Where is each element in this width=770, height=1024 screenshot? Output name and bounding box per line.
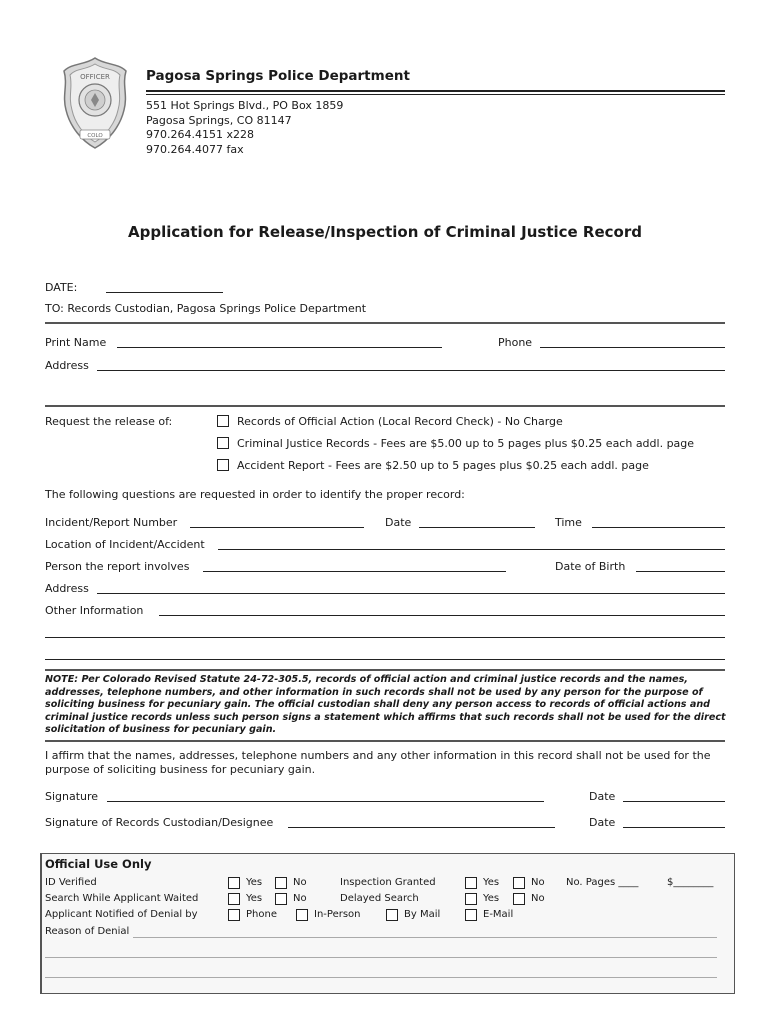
person-address-field[interactable]	[97, 593, 725, 594]
reason-denial-field-2[interactable]	[45, 957, 717, 958]
search-waited-no-label: No	[293, 893, 307, 904]
section-divider-3	[45, 669, 725, 671]
location-field[interactable]	[218, 549, 725, 550]
id-verified-no-checkbox[interactable]	[275, 877, 287, 889]
person-involved-label: Person the report involves	[45, 560, 190, 573]
form-title: Application for Release/Inspection of Criminal Justice Record	[128, 223, 642, 241]
fee-amount-label: $________	[667, 877, 714, 888]
other-info-field-3[interactable]	[45, 659, 725, 660]
section-divider-2	[45, 405, 725, 407]
inspection-granted-yes-label: Yes	[483, 877, 500, 888]
custodian-signature-field[interactable]	[288, 827, 555, 828]
inspection-granted-label: Inspection Granted	[340, 877, 436, 888]
department-address	[146, 99, 343, 157]
header-rule-thin	[146, 94, 725, 95]
address-line-2: Pagosa Springs, CO 81147	[146, 113, 292, 127]
id-verified-no-label: No	[293, 877, 307, 888]
phone-field[interactable]	[540, 347, 725, 348]
signature-field[interactable]	[107, 801, 544, 802]
delayed-search-yes-label: Yes	[483, 893, 500, 904]
incident-date-field[interactable]	[419, 527, 535, 528]
police-badge-logo	[60, 55, 130, 151]
delayed-search-yes-checkbox[interactable]	[465, 893, 477, 905]
checkbox-criminal-justice-records[interactable]	[217, 437, 229, 449]
reason-denial-field-1[interactable]	[133, 937, 717, 938]
delayed-search-no-checkbox[interactable]	[513, 893, 525, 905]
header-rule-thick	[146, 90, 725, 92]
signature-date-label: Date	[589, 790, 616, 803]
incident-number-label: Incident/Report Number	[45, 516, 178, 529]
checkbox-accident-report[interactable]	[217, 459, 229, 471]
search-waited-yes-label: Yes	[246, 893, 263, 904]
address-field[interactable]	[97, 370, 725, 371]
search-waited-yes-checkbox[interactable]	[228, 893, 240, 905]
section-divider-4	[45, 740, 725, 742]
signature-label: Signature	[45, 790, 99, 803]
incident-time-label: Time	[555, 516, 582, 529]
id-verified-yes-label: Yes	[246, 877, 263, 888]
no-pages-label: No. Pages ____	[566, 877, 639, 888]
option-accident-report: Accident Report - Fees are $2.50 up to 5 pages plus $0.25 each addl. page	[237, 459, 649, 472]
official-use-box	[40, 853, 735, 994]
denial-in-person-label: In-Person	[314, 909, 361, 920]
to-line: TO: Records Custodian, Pagosa Springs Police Department	[45, 302, 367, 315]
option-criminal-justice-records: Criminal Justice Records - Fees are $5.00 up to 5 pages plus $0.25 each addl. page	[237, 437, 695, 450]
person-involved-field[interactable]	[203, 571, 506, 572]
location-label: Location of Incident/Accident	[45, 538, 205, 551]
address-label: Address	[45, 359, 89, 372]
inspection-granted-no-label: No	[531, 877, 545, 888]
incident-time-field[interactable]	[592, 527, 725, 528]
badge-top-text: OFFICER	[80, 73, 110, 81]
date-label: DATE:	[45, 281, 78, 294]
signature-date-field[interactable]	[623, 801, 725, 802]
date-field[interactable]	[106, 292, 223, 293]
custodian-signature-label: Signature of Records Custodian/Designee	[45, 816, 274, 829]
denial-phone-label: Phone	[246, 909, 277, 920]
custodian-date-label: Date	[589, 816, 616, 829]
search-waited-no-checkbox[interactable]	[275, 893, 287, 905]
id-verified-yes-checkbox[interactable]	[228, 877, 240, 889]
other-info-field-1[interactable]	[159, 615, 725, 616]
delayed-search-no-label: No	[531, 893, 545, 904]
denial-by-mail-label: By Mail	[404, 909, 441, 920]
official-use-title: Official Use Only	[45, 857, 152, 871]
custodian-date-field[interactable]	[623, 827, 725, 828]
reason-denial-field-3[interactable]	[45, 977, 717, 978]
dob-label: Date of Birth	[555, 560, 626, 573]
print-name-label: Print Name	[45, 336, 107, 349]
fax-number: 970.264.4077 fax	[146, 142, 244, 156]
id-verified-label: ID Verified	[45, 877, 97, 888]
option-records-official-action: Records of Official Action (Local Record Check) - No Charge	[237, 415, 563, 428]
denial-email-label: E-Mail	[483, 909, 514, 920]
other-info-field-2[interactable]	[45, 637, 725, 638]
reason-denial-label: Reason of Denial	[45, 926, 130, 937]
phone-number: 970.264.4151 x228	[146, 128, 254, 141]
incident-date-label: Date	[385, 516, 412, 529]
questions-intro: The following questions are requested in order to identify the proper record:	[45, 488, 465, 501]
inspection-granted-yes-checkbox[interactable]	[465, 877, 477, 889]
section-divider-1	[45, 322, 725, 324]
legal-note: NOTE: Per Colorado Revised Statute 24-72-305.5, records of official action and criminal justice records and the names, addresses, telephone numbers, and other information in such records shall not be used by any person for the purpose of soliciting business for pecuniary gain. The official custodian shall deny any person access to records of official actions and criminal justice records unless such person signs a statement which affirms that such records shall not be used for the direct solicitation of business for pecuniary gain.	[45, 674, 726, 736]
denial-email-checkbox[interactable]	[465, 909, 477, 921]
address-line-1: 551 Hot Springs Blvd., PO Box 1859	[146, 99, 344, 112]
denial-by-mail-checkbox[interactable]	[386, 909, 398, 921]
delayed-search-label: Delayed Search	[340, 893, 419, 904]
affirmation-text: I affirm that the names, addresses, telephone numbers and any other information in this record shall not be used for the purpose of soliciting business for pecuniary gain.	[45, 749, 711, 776]
denial-in-person-checkbox[interactable]	[296, 909, 308, 921]
dob-field[interactable]	[636, 571, 725, 572]
checkbox-records-official-action[interactable]	[217, 415, 229, 427]
inspection-granted-no-checkbox[interactable]	[513, 877, 525, 889]
print-name-field[interactable]	[117, 347, 442, 348]
department-name: Pagosa Springs Police Department	[146, 68, 410, 84]
person-address-label: Address	[45, 582, 89, 595]
badge-bottom-text: COLO	[87, 133, 103, 139]
denial-phone-checkbox[interactable]	[228, 909, 240, 921]
notified-denial-label: Applicant Notified of Denial by	[45, 909, 198, 920]
search-waited-label: Search While Applicant Waited	[45, 893, 199, 904]
incident-number-field[interactable]	[190, 527, 364, 528]
request-label: Request the release of:	[45, 415, 173, 428]
other-info-label: Other Information	[45, 604, 144, 617]
phone-label: Phone	[498, 336, 533, 349]
